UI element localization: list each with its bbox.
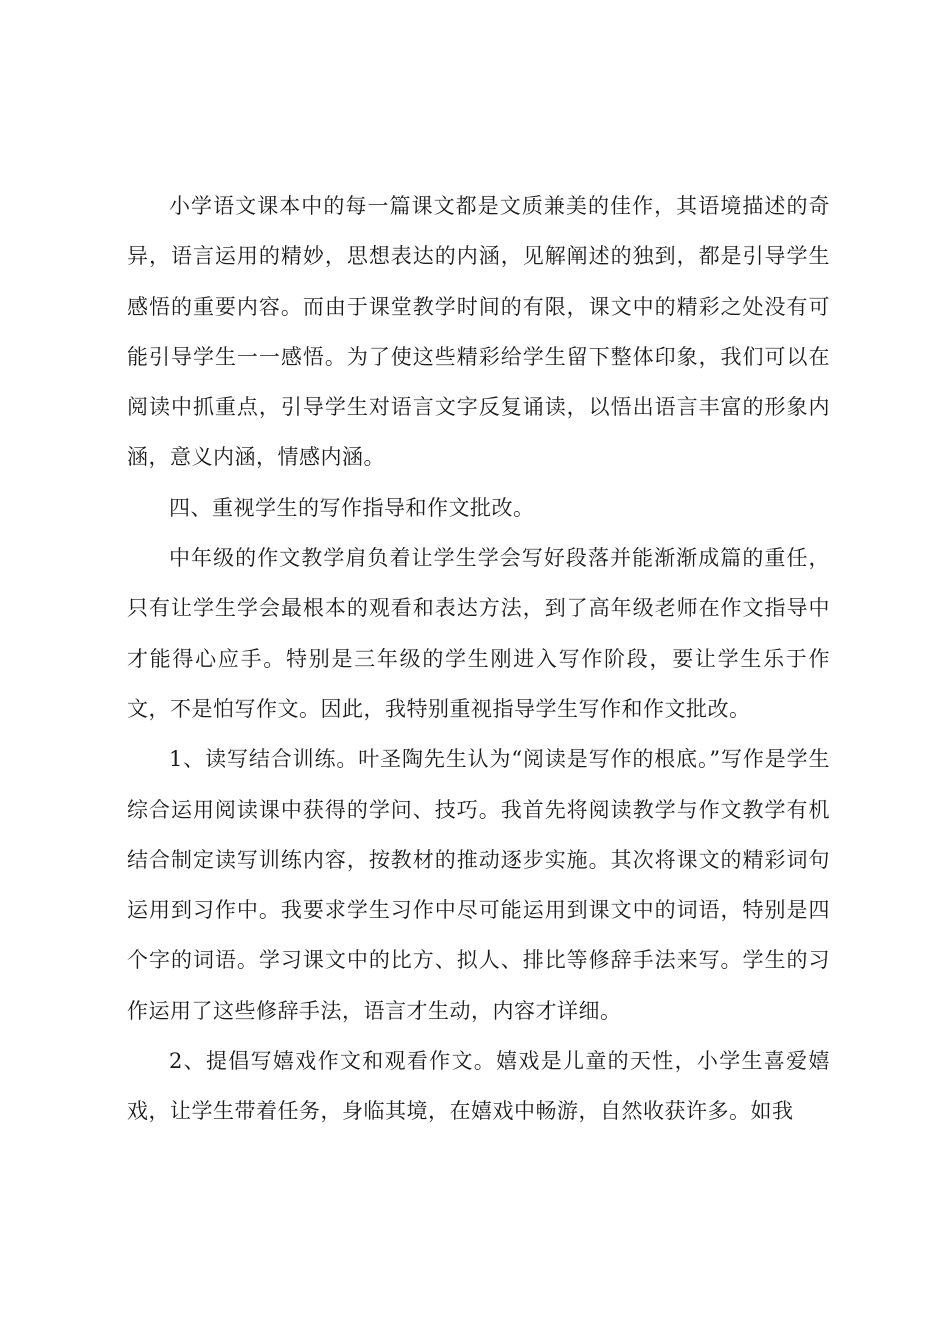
paragraph-intro: 小学语文课本中的每一篇课文都是文质兼美的佳作，其语境描述的奇异，语言运用的精妙，思想表达的内涵，见解阐述的独到，都是引导学生感悟的重要内容。而由于课堂教学时间的有限，课文中的精彩之处没有可能引导学生一一感悟。为了使这些精彩给学生留下整体印象，我们可以在阅读中抓重点，引导学生对语言文字反复诵读，以悟出语言丰富的形象内涵，意义内涵，情感内涵。 (127, 194, 830, 470)
paragraph-middle-grade: 中年级的作文教学肩负着让学生学会写好段落并能渐渐成篇的重任，只有让学生学会最根本的观看和表达方法，到了高年级老师在作文指导中才能得心应手。特别是三年级的学生刚进入写作阶段，要让学生乐于作文，不是怕写作文。因此，我特别重视指导学生写作和作文批改。 (127, 546, 830, 721)
document-body (127, 181, 830, 1137)
paragraph-play-writing: 2、提倡写嬉戏作文和观看作文。嬉戏是儿童的天性，小学生喜爱嬉戏，让学生带着任务，身临其境，在嬉戏中畅游，自然收获许多。如我 (127, 1049, 830, 1124)
paragraph-reading-writing: 1、读写结合训练。叶圣陶先生认为“阅读是写作的根底。”写作是学生综合运用阅读课中获得的学问、技巧。我首先将阅读教学与作文教学有机结合制定读写训练内容，按教材的推动逐步实施。其次将课文的精彩词句运用到习作中。我要求学生习作中尽可能运用到课文中的词语，特别是四个字的词语。学习课文中的比方、拟人、排比等修辞手法来写。学生的习作运用了这些修辞手法，语言才生动，内容才详细。 (127, 747, 830, 1023)
section-heading-four: 四、重视学生的写作指导和作文批改。 (169, 495, 535, 520)
